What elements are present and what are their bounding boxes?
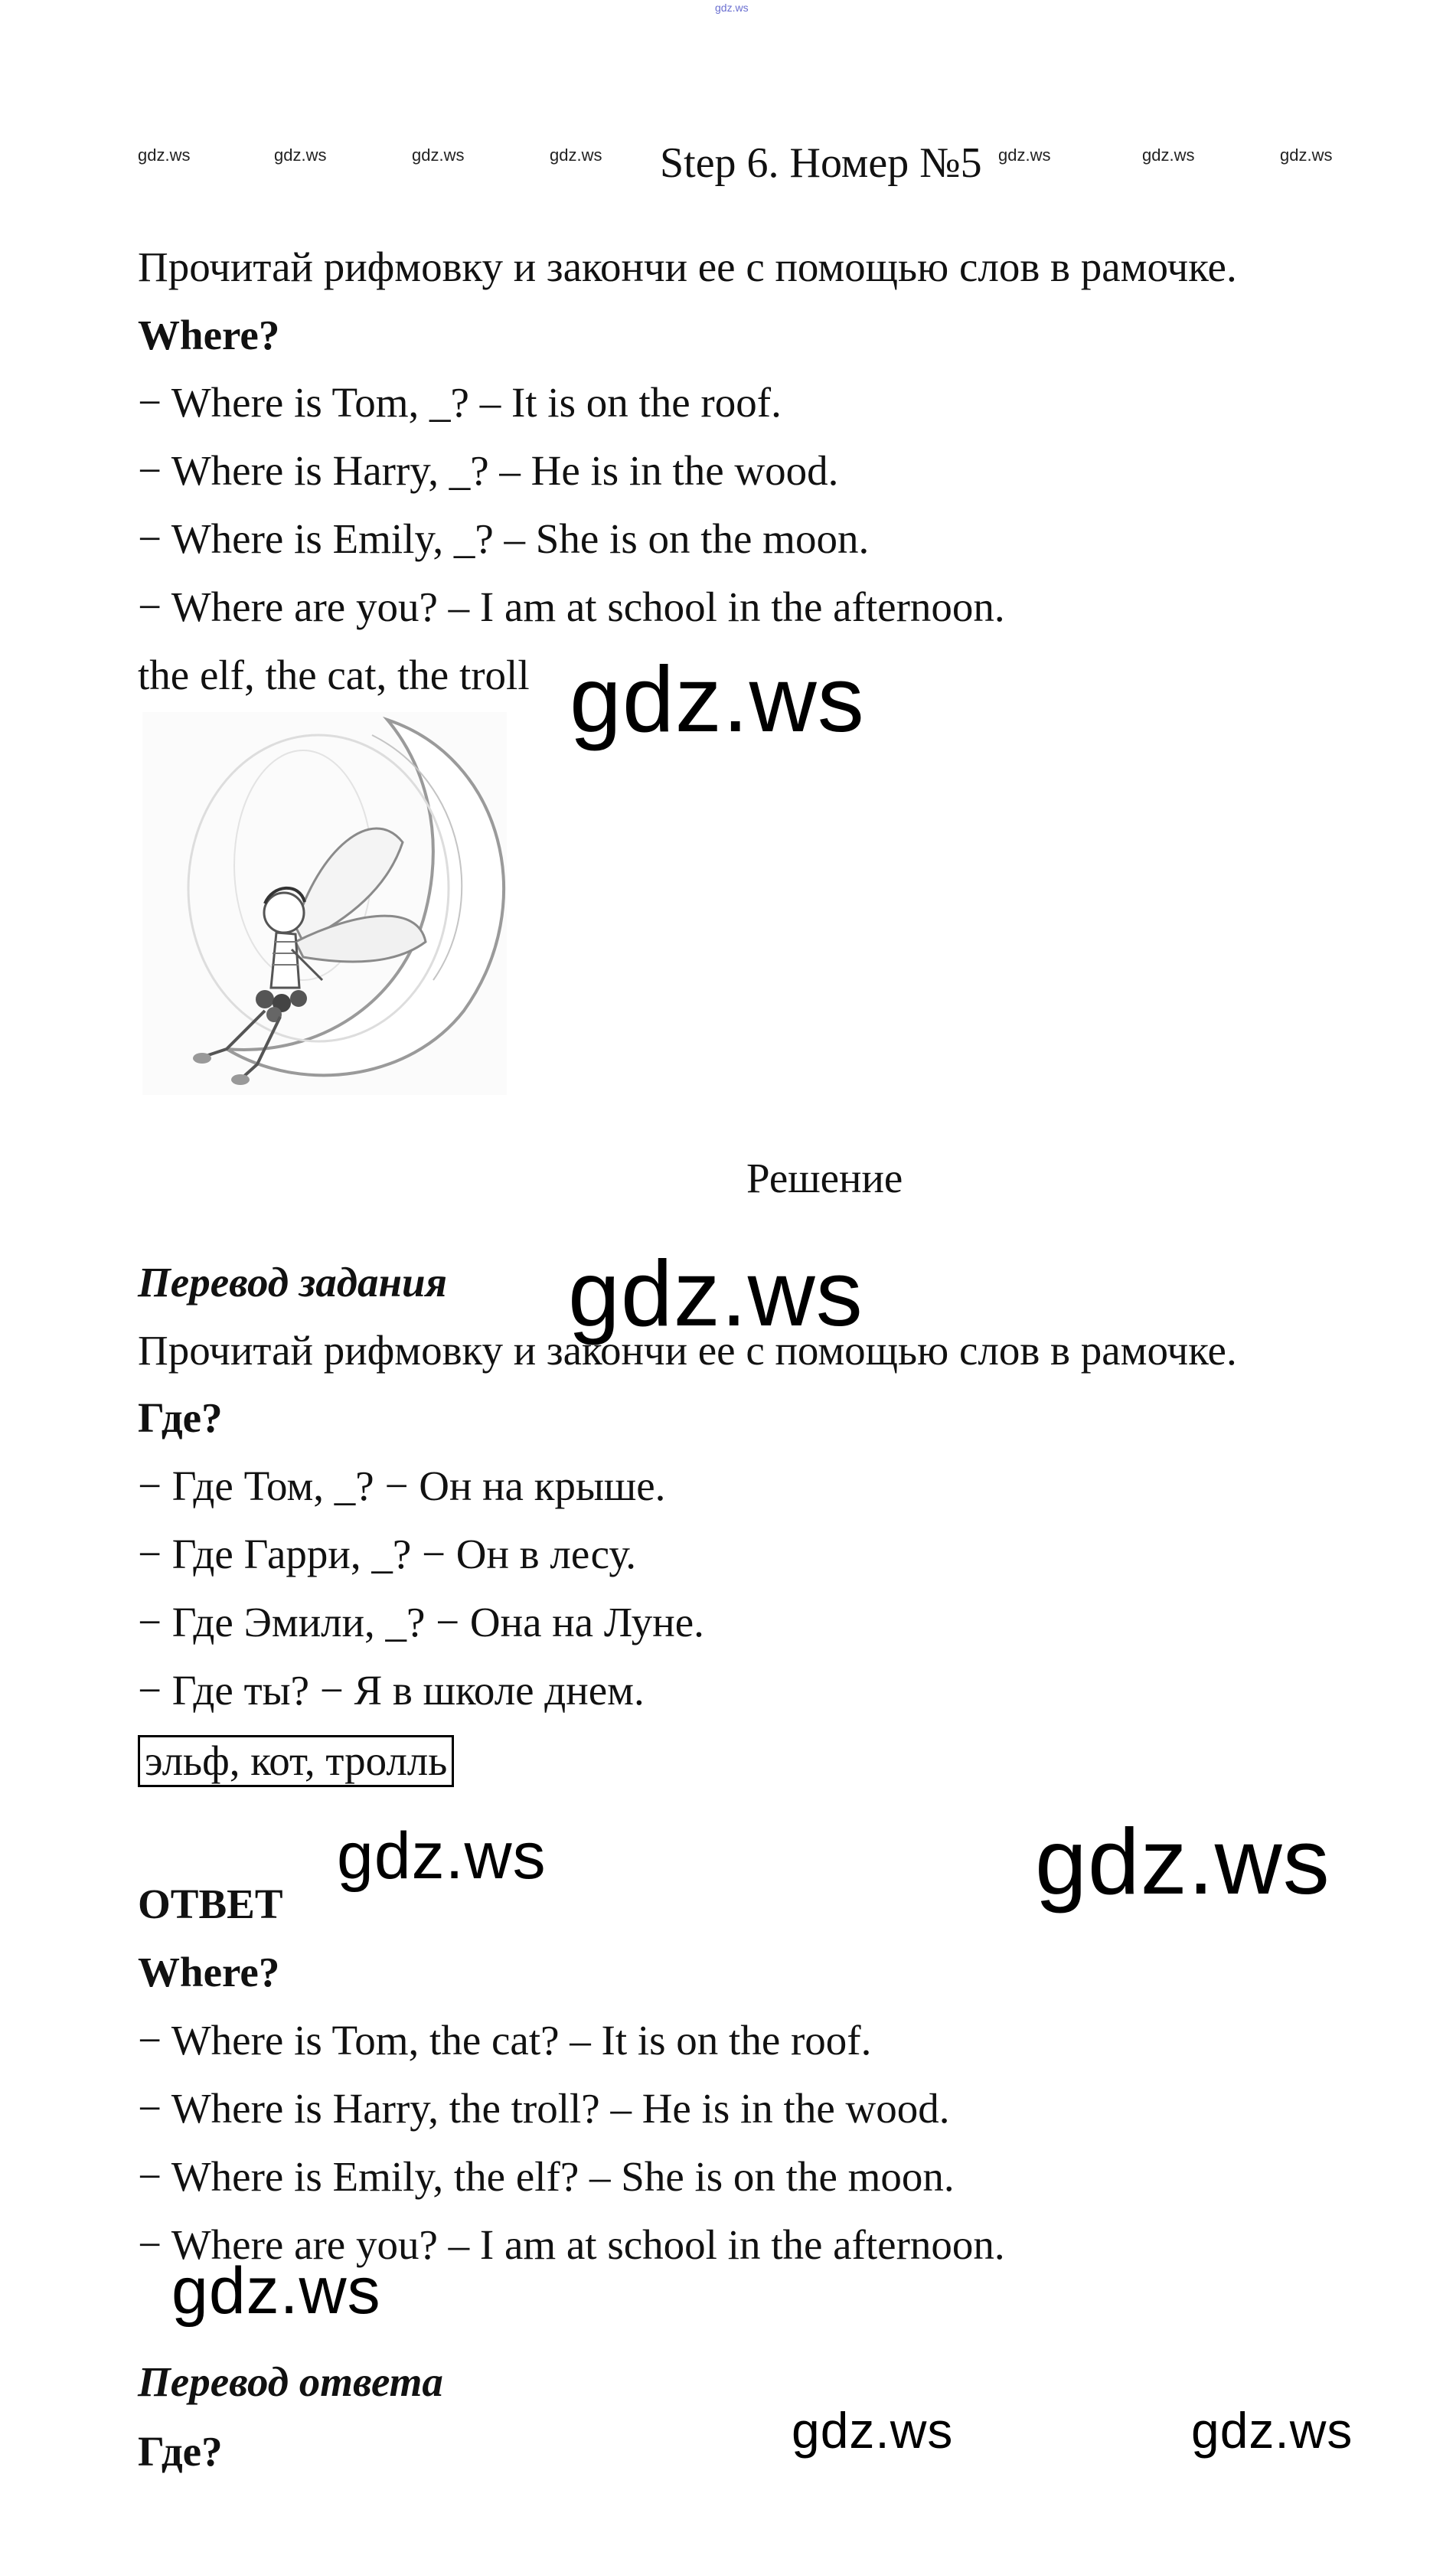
translation-instruction: Прочитай рифмовку и закончи ее с помощью слов в рамочке. <box>138 1327 1237 1374</box>
header-watermark: gdz.ws <box>412 145 465 165</box>
translation-word-box-wrap <box>138 1735 454 1787</box>
watermark: gdz.ws <box>570 647 865 751</box>
fairy-on-moon-illustration <box>142 712 507 1095</box>
translation-line: − Где Эмили, _? − Она на Луне. <box>138 1599 704 1645</box>
header-watermark: gdz.ws <box>1280 145 1333 165</box>
top-tiny-watermark: gdz.ws <box>715 2 749 14</box>
answer-label: ОТВЕТ <box>138 1881 283 1927</box>
translation-task-heading: Перевод задания <box>138 1259 447 1306</box>
task-line: − Where is Emily, _? – She is on the moon. <box>138 515 870 562</box>
header-watermark: gdz.ws <box>274 145 327 165</box>
task-line: − Where are you? – I am at school in the afternoon. <box>138 583 1005 630</box>
translation-line: − Где Том, _? − Он на крыше. <box>138 1462 666 1509</box>
task-word-box: the elf, the cat, the troll <box>138 652 530 698</box>
answer-line: − Where is Tom, the cat? – It is on the roof. <box>138 2017 872 2064</box>
page-title: Step 6. Номер №5 <box>660 139 982 187</box>
watermark: gdz.ws <box>568 1241 863 1345</box>
watermark: gdz.ws <box>1035 1809 1330 1913</box>
answer-heading: Where? <box>138 1949 280 1995</box>
watermark: gdz.ws <box>792 2402 954 2459</box>
translation-line: − Где Гарри, _? − Он в лесу. <box>138 1531 637 1577</box>
task-line: − Where is Tom, _? – It is on the roof. <box>138 379 782 426</box>
header-watermark: gdz.ws <box>998 145 1051 165</box>
header-watermark: gdz.ws <box>138 145 191 165</box>
task-heading: Where? <box>138 312 280 358</box>
header-watermark: gdz.ws <box>1142 145 1195 165</box>
answer-line: − Where is Harry, the troll? – He is in the wood. <box>138 2085 950 2132</box>
watermark: gdz.ws <box>337 1819 547 1893</box>
translation-line: − Где ты? − Я в школе днем. <box>138 1667 645 1714</box>
task-instruction: Прочитай рифмовку и закончи ее с помощью слов в рамочке. <box>138 243 1237 290</box>
watermark: gdz.ws <box>171 2254 381 2328</box>
answer-line: − Where are you? – I am at school in the afternoon. <box>138 2221 1005 2268</box>
translation-word-box: эльф, кот, тролль <box>138 1735 454 1787</box>
solution-label: Решение <box>746 1155 903 1201</box>
answer-translation-heading: Перевод ответа <box>138 2358 443 2405</box>
watermark: gdz.ws <box>1191 2402 1353 2459</box>
task-line: − Where is Harry, _? – He is in the wood. <box>138 447 839 494</box>
answer-translation-first-line: Где? <box>138 2428 223 2475</box>
answer-line: − Where is Emily, the elf? – She is on the moon. <box>138 2153 955 2200</box>
header-watermark: gdz.ws <box>550 145 602 165</box>
translation-heading: Где? <box>138 1394 223 1441</box>
